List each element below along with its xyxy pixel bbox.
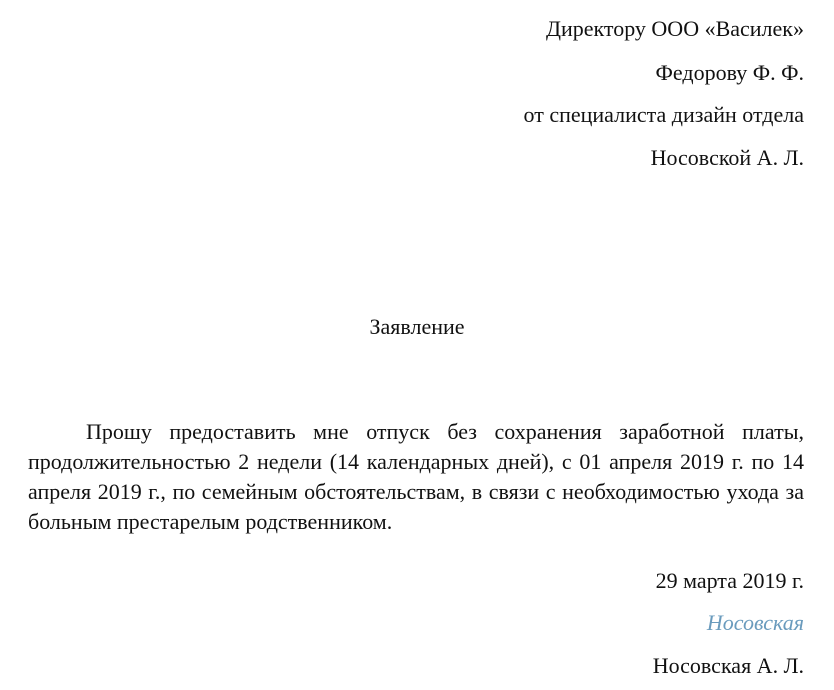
addressee-name: Федорову Ф. Ф. bbox=[655, 60, 804, 85]
signer-name: Носовская А. Л. bbox=[652, 653, 804, 678]
document-date: 29 марта 2019 г. bbox=[655, 568, 804, 593]
sender-position: от специалиста дизайн отдела bbox=[523, 102, 804, 127]
sender-name: Носовской А. Л. bbox=[650, 145, 804, 170]
request-body: Прошу предоставить мне отпуск без сохранения заработной платы, продолжительностью 2 недели (14 календарных дней), с 01 апреля 2019 г. по 14 апреля 2019 г., по семейным обстоятельствам, в связи с необходимостью ухода за больным престарелым родственником. bbox=[28, 419, 804, 534]
handwritten-signature: Носовская bbox=[706, 610, 804, 635]
addressee-position: Директору ООО «Василек» bbox=[545, 16, 804, 41]
document-title: Заявление bbox=[369, 314, 465, 339]
